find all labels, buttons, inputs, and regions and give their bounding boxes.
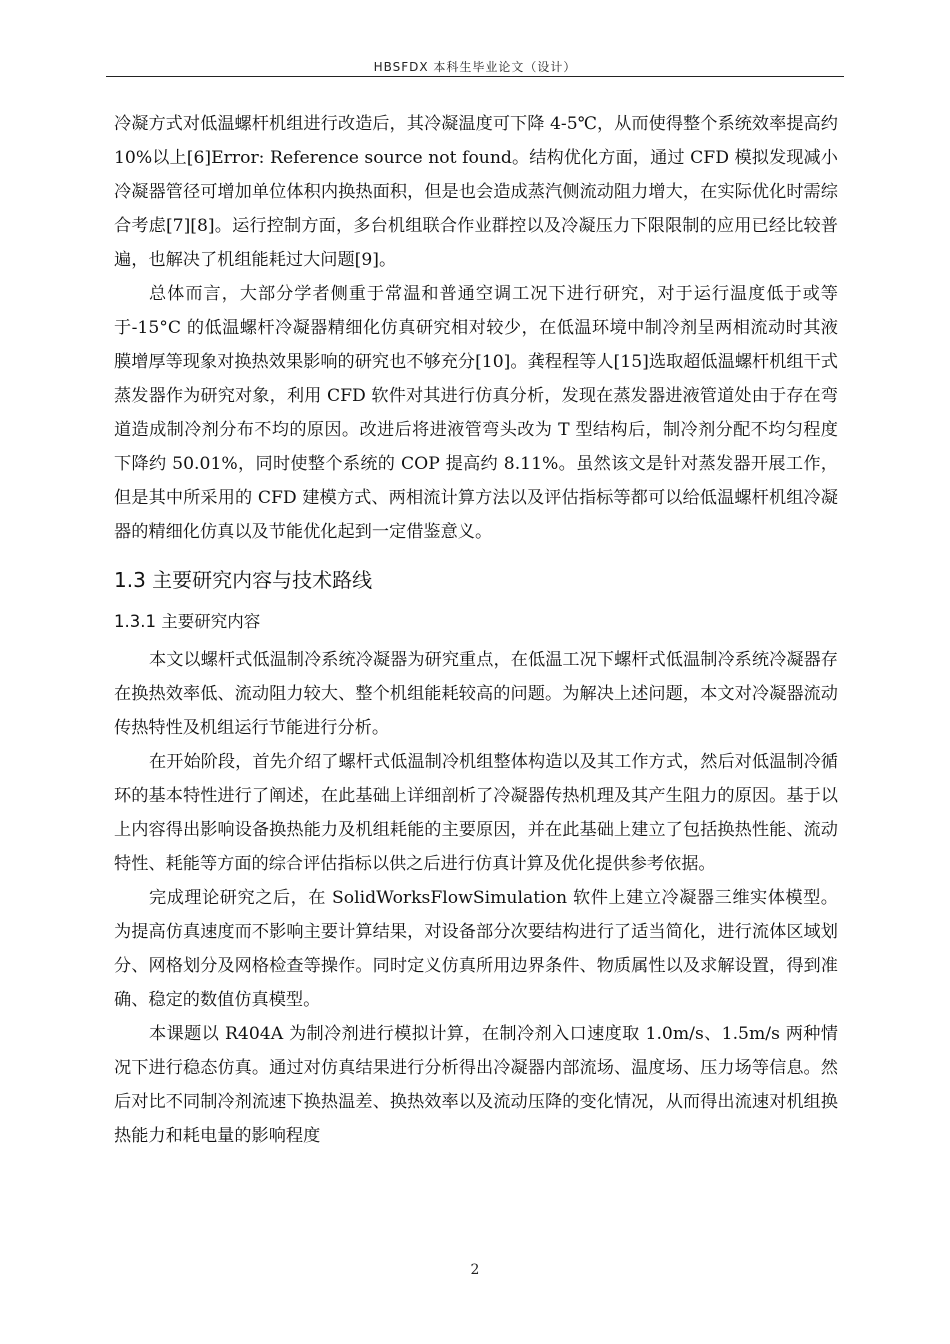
page-number: 2 [470, 1262, 480, 1278]
paragraph-research-focus: 本文以螺杆式低温制冷系统冷凝器为研究重点，在低温工况下螺杆式低温制冷系统冷凝器存在换热效率低、流动阻力较大、整个机组能耗较高的问题。为解决上述问题，本文对冷凝器流动传热特性及机组运行节能进行分析。 [114, 650, 838, 738]
header-rule [106, 76, 844, 77]
section-heading: 1.3 主要研究内容与技术路线 [114, 568, 373, 592]
paragraph-initial-stage: 在开始阶段，首先介绍了螺杆式低温制冷机组整体构造以及其工作方式，然后对低温制冷循环的基本特性进行了阐述，在此基础上详细剖析了冷凝器传热机理及其产生阻力的原因。基于以上内容得出影响设备换热能力及机组耗能的主要原因，并在此基础上建立了包括换热性能、流动特性、耗能等方面的综合评估指标以供之后进行仿真计算及优化提供参考依据。 [114, 752, 838, 874]
running-header: HBSFDX 本科生毕业论文（设计） [373, 60, 577, 74]
paragraph-continuation: 冷凝方式对低温螺杆机组进行改造后，其冷凝温度可下降 4-5℃，从而使得整个系统效率提高约 10%以上[6]Error: Reference source not found。结构优化方面，通过 CFD 模拟发现减小冷凝器管径可增加单位体积内换热面积，但是也会造成蒸汽侧流动阻力增大，在实际优化时需综合考虑[7][8]。运行控制方面，多台机组联合作业群控以及冷凝压力下限限制的应用已经比较普遍，也解决了机组能耗过大问题[9]。 [114, 114, 838, 270]
body-content [114, 107, 838, 1153]
paragraph-overview: 总体而言，大部分学者侧重于常温和普通空调工况下进行研究，对于运行温度低于或等于-15°C 的低温螺杆冷凝器精细化仿真研究相对较少，在低温环境中制冷剂呈两相流动时其液膜增厚等现象对换热效果影响的研究也不够充分[10]。龚程程等人[15]选取超低温螺杆机组干式蒸发器作为研究对象，利用 CFD 软件对其进行仿真分析，发现在蒸发器进液管道处由于存在弯道造成制冷剂分布不均的原因。改进后将进液管弯头改为 T 型结构后，制冷剂分配不均匀程度下降约 50.01%，同时使整个系统的 COP 提高约 8.11%。虽然该文是针对蒸发器开展工作，但是其中所采用的 CFD 建模方式、两相流计算方法以及评估指标等都可以给低温螺杆机组冷凝器的精细化仿真以及节能优化起到一定借鉴意义。 [114, 284, 838, 542]
paragraph-simulation: 本课题以 R404A 为制冷剂进行模拟计算，在制冷剂入口速度取 1.0m/s、1.5m/s 两种情况下进行稳态仿真。通过对仿真结果进行分析得出冷凝器内部流场、温度场、压力场等信息。然后对比不同制冷剂流速下换热温差、换热效率以及流动压降的变化情况，从而得出流速对机组换热能力和耗电量的影响程度 [114, 1024, 838, 1146]
paragraph-modeling: 完成理论研究之后，在 SolidWorksFlowSimulation 软件上建立冷凝器三维实体模型。为提高仿真速度而不影响主要计算结果，对设备部分次要结构进行了适当简化，进行流体区域划分、网格划分及网格检查等操作。同时定义仿真所用边界条件、物质属性以及求解设置，得到准确、稳定的数值仿真模型。 [114, 888, 838, 1010]
subsection-heading: 1.3.1 主要研究内容 [114, 612, 261, 631]
